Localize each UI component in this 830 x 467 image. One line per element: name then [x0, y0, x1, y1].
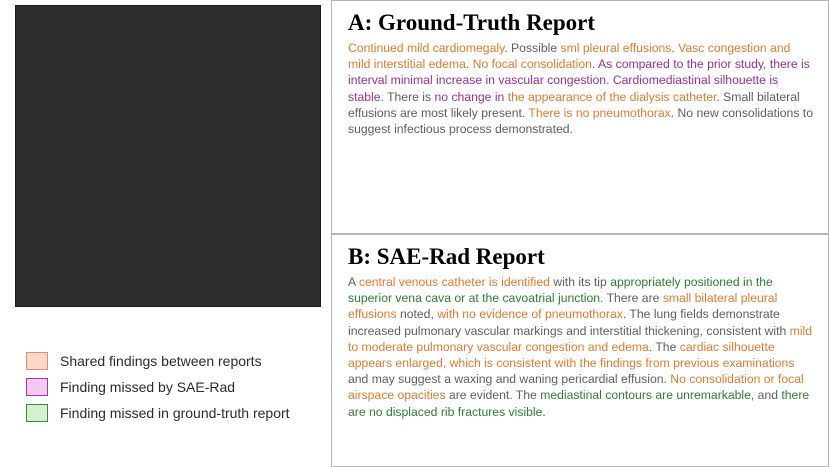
shared-finding: Vasc congestion and mild interstitial edema: [348, 41, 791, 72]
legend-swatch-missed-in-gt: [26, 404, 48, 422]
finding-missed-by-sae: no change in: [434, 89, 505, 104]
shared-finding: Continued mild cardiomegaly: [348, 41, 505, 55]
shared-finding: No consolidation or focal airspace opacities: [348, 372, 804, 403]
shared-finding: No focal consolidation: [472, 57, 592, 72]
report-text: with its tip: [549, 275, 611, 289]
panel-title: B: SAE-Rad Report: [348, 244, 545, 269]
sae-rad-report-text: [348, 274, 816, 420]
chest-xray-image: [15, 5, 321, 307]
shared-finding: the appearance of the dialysis catheter: [507, 89, 717, 104]
report-text: .: [591, 57, 598, 72]
shared-finding: There is no pneumothorax: [528, 105, 671, 120]
legend-label: Finding missed in ground-truth report: [60, 405, 290, 421]
finding-missed-in-gt: mediastinal contours are unremarkable: [540, 388, 751, 403]
legend-item-missed-by-sae: [26, 374, 326, 400]
shared-finding: central venous catheter is identified: [358, 275, 550, 289]
ground-truth-report-panel: [331, 0, 829, 234]
shared-finding: mild to moderate pulmonary vascular congestion and edema: [348, 323, 813, 354]
report-text: . The lung fields demonstrate increased pulmonary vascular markings and interstitial thickening, consistent with: [348, 307, 790, 338]
legend: [26, 348, 326, 426]
finding-missed-by-sae: As compared to the prior study, there is interval minimal increase in vascular congestion. Cardiomediastinal silhouette is stable: [348, 57, 810, 104]
report-text: . No new consolidations to suggest infectious process demonstrated.: [348, 105, 813, 137]
report-text: .: [542, 404, 546, 419]
report-text: .: [465, 57, 473, 72]
legend-label: Finding missed by SAE-Rad: [60, 379, 236, 395]
sae-rad-report-panel: [331, 234, 829, 467]
ground-truth-report-text: [348, 40, 816, 137]
report-text: and may suggest a waxing and waning pericardial effusion.: [348, 372, 671, 387]
report-text: are evident. The: [445, 388, 541, 403]
shared-finding: with no evidence of pneumothorax: [437, 307, 623, 322]
legend-swatch-shared: [26, 352, 48, 370]
report-text: .: [671, 41, 679, 55]
legend-item-missed-in-gt: [26, 400, 326, 426]
report-text: , and: [750, 388, 782, 403]
legend-label: Shared findings between reports: [60, 353, 262, 369]
report-text: . There is: [380, 89, 435, 104]
legend-swatch-missed-by-sae: [26, 378, 48, 396]
shared-finding: small bilateral pleural effusions: [348, 291, 778, 322]
finding-missed-in-gt: there are no displaced rib fractures visible: [348, 388, 810, 419]
panel-title: A: Ground-Truth Report: [348, 10, 596, 35]
report-text: . The: [648, 339, 680, 354]
shared-finding: sml pleural effusions: [560, 41, 672, 55]
report-text: . Possible: [504, 41, 561, 55]
finding-missed-in-gt: appropriately positioned in the superior vena cava or at the cavoatrial junction: [348, 275, 773, 306]
report-text: A: [348, 275, 359, 289]
legend-item-shared: [26, 348, 326, 374]
report-text: noted,: [396, 307, 438, 322]
shared-finding: cardiac silhouette appears enlarged, which is consistent with the findings from previous examinations: [348, 339, 795, 371]
report-text: . There are: [600, 291, 663, 306]
report-text: . Small bilateral effusions are most likely present.: [348, 89, 800, 120]
